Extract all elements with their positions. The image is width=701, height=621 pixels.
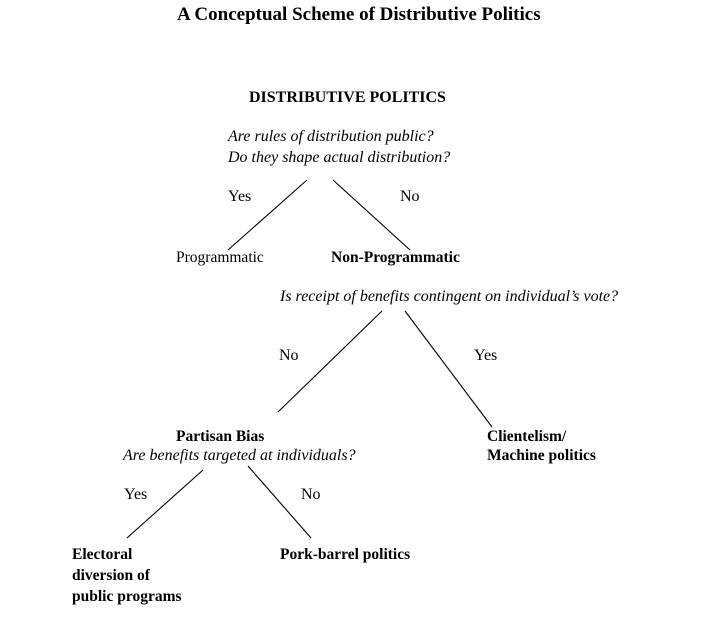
non-programmatic-no-label: No [279, 347, 299, 364]
branch-yes-clientelism [405, 311, 492, 427]
non-programmatic-question: Is receipt of benefits contingent on individual’s vote? [280, 288, 619, 305]
branch-no-non-programmatic [333, 180, 410, 250]
programmatic-node: Programmatic [176, 249, 264, 266]
partisan-bias-question: Are benefits targeted at individuals? [123, 447, 356, 464]
page-title: A Conceptual Scheme of Distributive Politics [177, 4, 541, 25]
clientelism-node-line1: Clientelism/ [487, 428, 567, 445]
electoral-diversion-node-line1: Electoral [72, 546, 133, 563]
partisan-bias-node: Partisan Bias [176, 428, 265, 445]
pork-barrel-node: Pork-barrel politics [280, 546, 411, 563]
branch-yes-electoral-diversion [127, 470, 203, 538]
non-programmatic-node: Non-Programmatic [331, 249, 460, 266]
partisan-bias-yes-label: Yes [124, 486, 148, 503]
root-question-line1: Are rules of distribution public? [228, 128, 434, 145]
partisan-bias-no-label: No [301, 486, 321, 503]
electoral-diversion-node-line2: diversion of [72, 567, 150, 584]
electoral-diversion-node-line3: public programs [72, 588, 182, 605]
clientelism-node-line2: Machine politics [487, 447, 596, 464]
root-question-line2: Do they shape actual distribution? [228, 149, 451, 166]
root-yes-label: Yes [228, 188, 252, 205]
root-heading: DISTRIBUTIVE POLITICS [249, 89, 446, 106]
root-no-label: No [400, 188, 420, 205]
non-programmatic-yes-label: Yes [474, 347, 498, 364]
